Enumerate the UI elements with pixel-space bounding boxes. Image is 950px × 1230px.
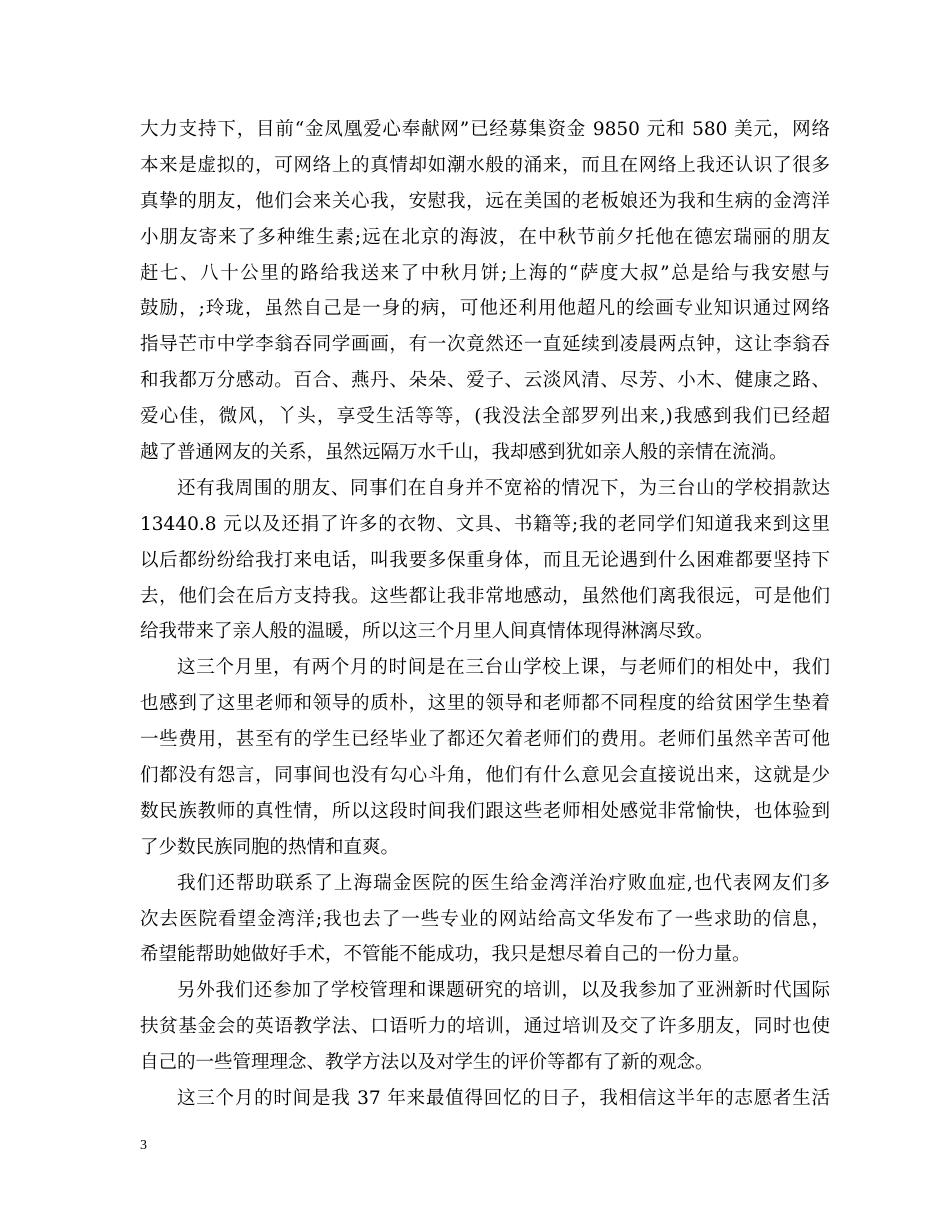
text-line: 们都没有怨言，同事间也没有勾心斗角，他们有什么意见会直接说出来，这就是少 — [140, 765, 830, 787]
text-line: 本来是虚拟的，可网络上的真情却如潮水般的涌来，而且在网络上我还认识了很多 — [140, 154, 830, 176]
text-line: 鼓励，;玲珑，虽然自己是一身的病，可他还利用他超凡的绘画专业知识通过网络 — [140, 298, 830, 320]
text-line: 了少数民族同胞的热情和直爽。 — [140, 836, 400, 858]
text-line: 数民族教师的真性情，所以这段时间我们跟这些老师相处感觉非常愉快，也体验到 — [140, 800, 830, 822]
text-line: 13440.8 元以及还捐了许多的衣物、文具、书籍等;我的老同学们知道我来到这里 — [140, 513, 830, 535]
text-line: 也感到了这里老师和领导的质朴，这里的领导和老师都不同程度的给贫困学生垫着 — [140, 693, 830, 715]
text-line: 另外我们还参加了学校管理和课题研究的培训，以及我参加了亚洲新时代国际 — [177, 980, 830, 1002]
document-body — [140, 112, 830, 1117]
text-line: 越了普通网友的关系，虽然远隔万水千山，我却感到犹如亲人般的亲情在流淌。 — [140, 442, 788, 464]
text-line: 小朋友寄来了多种维生素;远在北京的海波，在中秋节前夕托他在德宏瑞丽的朋友 — [140, 226, 830, 248]
text-line: 我们还帮助联系了上海瑞金医院的医生给金湾洋治疗败血症,也代表网友们多 — [177, 872, 830, 894]
text-line: 指导芒市中学李翁吞同学画画，有一次竟然还一直延续到凌晨两点钟，这让李翁吞 — [140, 334, 830, 356]
text-line: 和我都万分感动。百合、燕丹、朵朵、爱子、云淡风清、尽芳、小木、健康之路、 — [140, 370, 830, 392]
text-line: 次去医院看望金湾洋;我也去了一些专业的网站给高文华发布了一些求助的信息， — [140, 908, 830, 930]
text-line: 大力支持下，目前“金凤凰爱心奉献网”已经募集资金 9850 元和 580 美元，网络 — [140, 119, 830, 140]
text-line: 一些费用，甚至有的学生已经毕业了都还欠着老师们的费用。老师们虽然辛苦可他 — [140, 729, 830, 751]
text-line: 还有我周围的朋友、同事们在自身并不宽裕的情况下，为三台山的学校捐款达 — [177, 477, 830, 499]
text-line: 希望能帮助她做好手术，不管能不能成功，我只是想尽着自己的一份力量。 — [140, 944, 751, 966]
text-line: 自己的一些管理理念、教学方法以及对学生的评价等都有了新的观念。 — [140, 1052, 714, 1074]
text-line: 这三个月里，有两个月的时间是在三台山学校上课，与老师们的相处中，我们 — [177, 657, 830, 679]
text-line: 给我带来了亲人般的温暖，所以这三个月里人间真情体现得淋漓尽致。 — [140, 621, 714, 643]
text-line: 爱心佳，微风，丫头，享受生活等等，(我没法全部罗列出来,)我感到我们已经超 — [140, 406, 830, 428]
text-line: 扶贫基金会的英语教学法、口语听力的培训，通过培训及交了许多朋友，同时也使 — [140, 1016, 830, 1038]
text-line: 以后都纷纷给我打来电话，叫我要多保重身体，而且无论遇到什么困难都要坚持下 — [140, 549, 830, 571]
text-line: 这三个月的时间是我 37 年来最值得回忆的日子，我相信这半年的志愿者生活 — [177, 1088, 830, 1110]
text-line: 赶七、八十公里的路给我送来了中秋月饼;上海的“萨度大叔”总是给与我安慰与 — [140, 262, 830, 284]
page-number: 3 — [140, 1138, 147, 1153]
text-line: 真挚的朋友，他们会来关心我，安慰我，远在美国的老板娘还为我和生病的金湾洋 — [140, 190, 830, 212]
text-line: 去，他们会在后方支持我。这些都让我非常地感动，虽然他们离我很远，可是他们 — [140, 585, 830, 607]
